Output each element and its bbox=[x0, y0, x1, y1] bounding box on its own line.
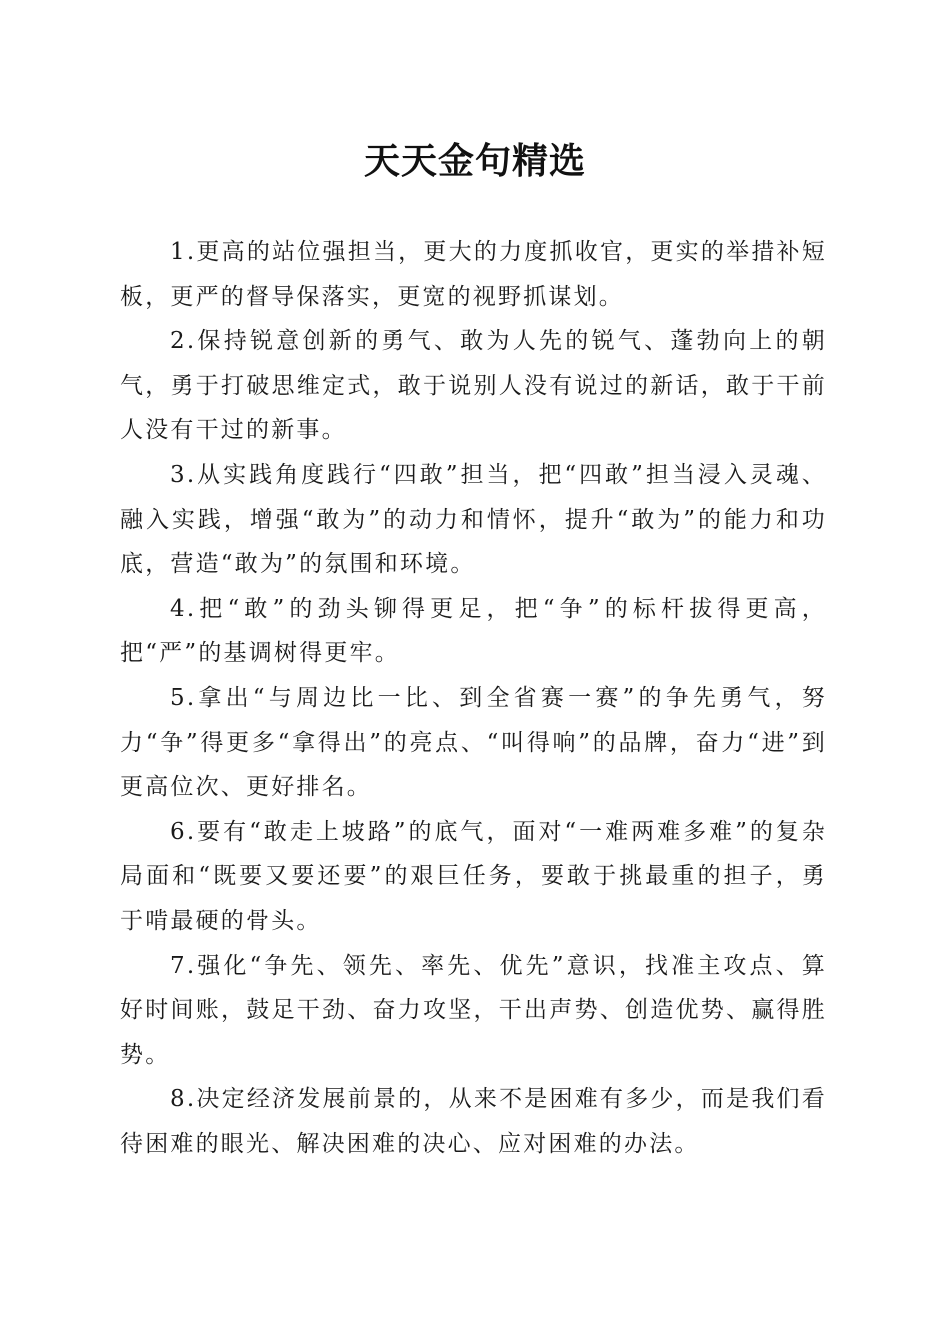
paragraph-6: 6.要有“敢走上坡路”的底气，面对“一难两难多难”的复杂局面和“既要又要还要”的艰巨任务，要敢于挑最重的担子，勇于啃最硬的骨头。 bbox=[120, 818, 827, 934]
paragraph-7: 7.强化“争先、领先、率先、优先”意识，找准主攻点、算好时间账，鼓足干劲、奋力攻坚，干出声势、创造优势、赢得胜势。 bbox=[120, 952, 827, 1068]
paragraph-3: 3.从实践角度践行“四敢”担当，把“四敢”担当浸入灵魂、融入实践，增强“敢为”的动力和情怀，提升“敢为”的能力和功底，营造“敢为”的氛围和环境。 bbox=[120, 461, 827, 578]
paragraph-8: 8.决定经济发展前景的，从来不是困难有多少，而是我们看待困难的眼光、解决困难的决心、应对困难的办法。 bbox=[120, 1086, 827, 1157]
page-title: 天天金句精选 bbox=[363, 140, 586, 182]
paragraph-2: 2.保持锐意创新的勇气、敢为人先的锐气、蓬勃向上的朝气，勇于打破思维定式，敢于说别人没有说过的新话，敢于干前人没有干过的新事。 bbox=[120, 328, 827, 444]
document-body bbox=[120, 230, 827, 1166]
paragraph-1: 1.更高的站位强担当，更大的力度抓收官，更实的举措补短板，更严的督导保落实，更宽的视野抓谋划。 bbox=[120, 239, 827, 310]
paragraph-5: 5.拿出“与周边比一比、到全省赛一赛”的争先勇气，努力“争”得更多“拿得出”的亮点、“叫得响”的品牌，奋力“进”到更高位次、更好排名。 bbox=[120, 684, 827, 801]
paragraph-4: 4.把“敢”的劲头铆得更足，把“争”的标杆拔得更高，把“严”的基调树得更牢。 bbox=[120, 595, 827, 667]
